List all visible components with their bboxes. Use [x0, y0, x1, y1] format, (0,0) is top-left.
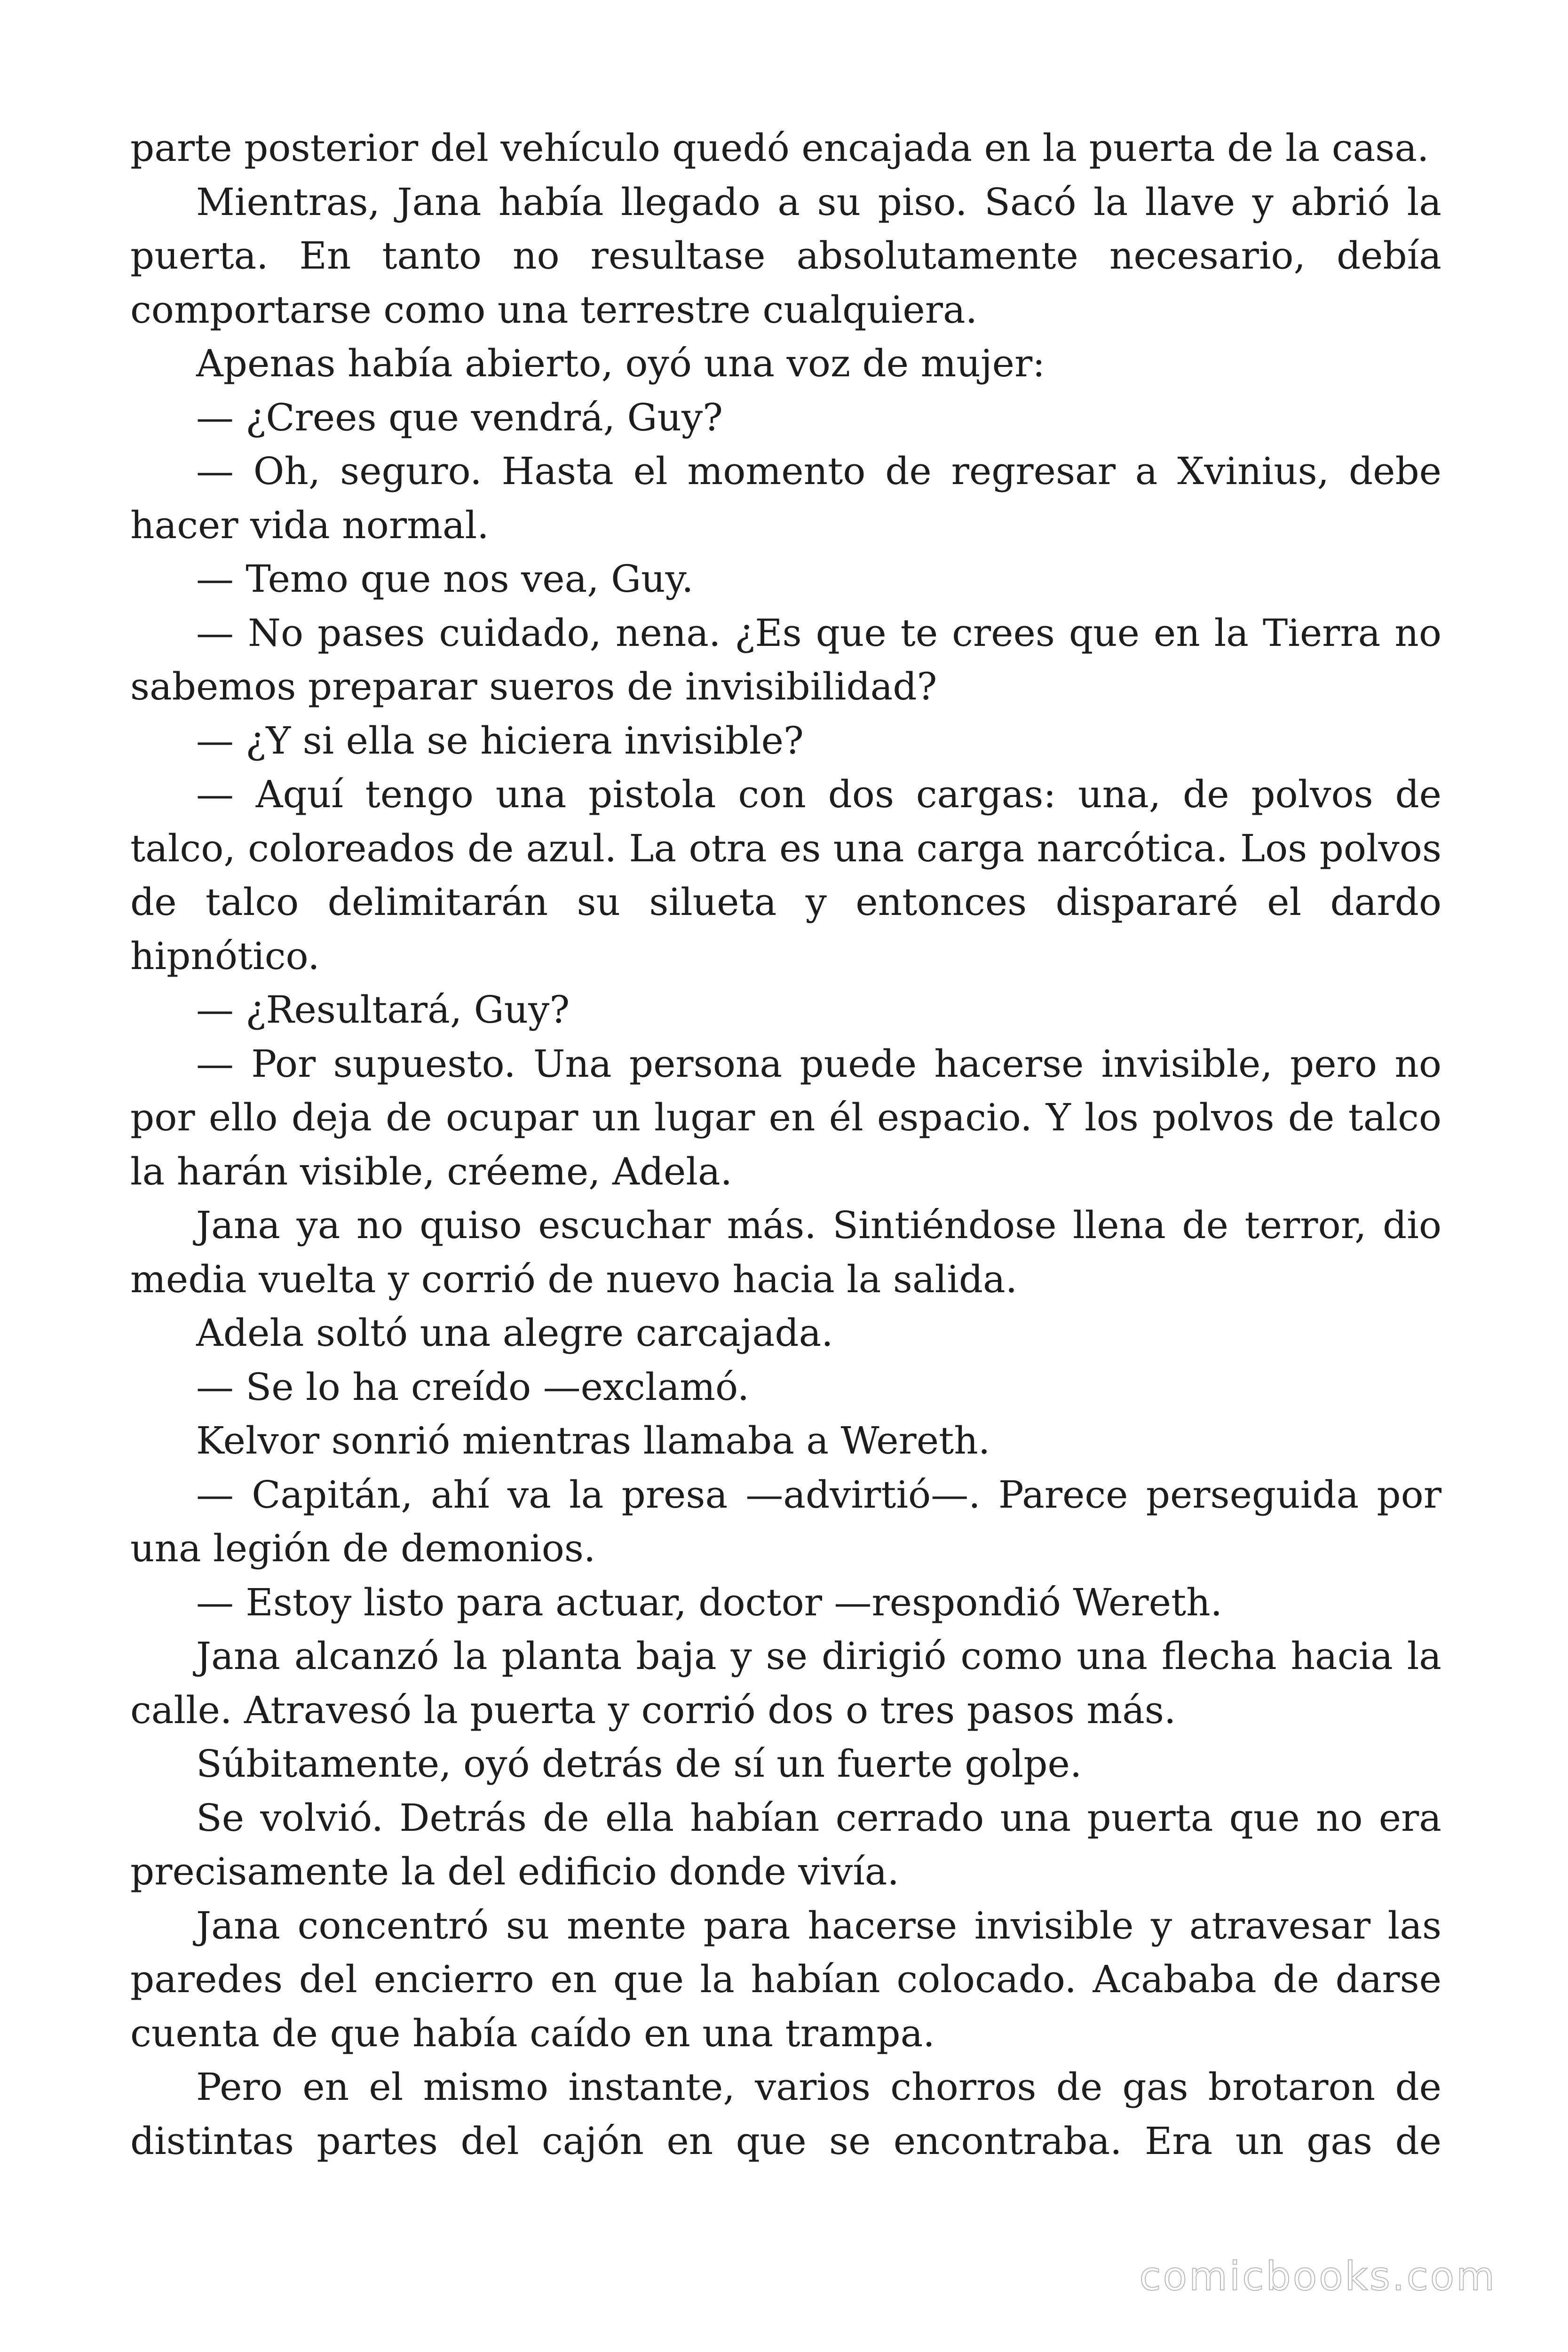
paragraph: Kelvor sonrió mientras llamaba a Wereth. [196, 1419, 990, 1462]
paragraph: Súbitamente, oyó detrás de sí un fuerte golpe. [196, 1742, 1082, 1786]
dialogue-line: — Capitán, ahí va la presa —advirtió—. Parece perseguida por una legión de demonios. [130, 1472, 1441, 1570]
paragraph: Jana alcanzó la planta baja y se dirigió como una flecha hacia la calle. Atravesó la puerta y corrió dos o tres pasos más. [130, 1634, 1441, 1732]
paragraph: Mientras, Jana había llegado a su piso. Sacó la llave y abrió la puerta. En tanto no resultase absolutamente necesario, debía comportarse como una terrestre cualquiera. [130, 180, 1441, 332]
paragraph: Apenas había abierto, oyó una voz de mujer: [196, 342, 1045, 385]
dialogue-line: — Aquí tengo una pistola con dos cargas: una, de polvos de talco, coloreados de azul. La otra es una carga narcótica. Los polvos de talco delimitarán su silueta y entonces dispararé el dardo hipnótico. [130, 772, 1441, 978]
paragraph: Pero en el mismo instante, varios chorros de gas brotaron de distintas partes del cajón en que se encontraba. Era un gas de [130, 2065, 1441, 2163]
dialogue-line: — No pases cuidado, nena. ¿Es que te crees que en la Tierra no sabemos preparar sueros de invisibilidad? [130, 611, 1441, 708]
dialogue-line: — Estoy listo para actuar, doctor —respondió Wereth. [196, 1580, 1223, 1624]
dialogue-line: — ¿Y si ella se hiciera invisible? [196, 718, 804, 763]
book-page-text [130, 121, 1441, 2168]
dialogue-line: — ¿Resultará, Guy? [196, 988, 570, 1032]
dialogue-line: — Se lo ha creído —exclamó. [196, 1365, 750, 1409]
paragraph: Adela soltó una alegre carcajada. [196, 1311, 833, 1355]
dialogue-line: — ¿Crees que vendrá, Guy? [196, 395, 723, 439]
paragraph: Jana ya no quiso escuchar más. Sintiéndose llena de terror, dio media vuelta y corrió de nuevo hacia la salida. [130, 1203, 1441, 1301]
dialogue-line: — Temo que nos vea, Guy. [196, 557, 694, 601]
paragraph: Jana concentró su mente para hacerse invisible y atravesar las paredes del encierro en que la habían colocado. Acababa de darse cuenta de que había caído en una trampa. [130, 1903, 1441, 2055]
paragraph: parte posterior del vehículo quedó encajada en la puerta de la casa. [130, 126, 1429, 170]
watermark: comicbooks.com [1139, 2253, 1497, 2299]
paragraph: Se volvió. Detrás de ella habían cerrado una puerta que no era precisamente la del edificio donde vivía. [130, 1796, 1441, 1893]
dialogue-line: — Oh, seguro. Hasta el momento de regresar a Xvinius, debe hacer vida normal. [130, 449, 1441, 547]
dialogue-line: — Por supuesto. Una persona puede hacerse invisible, pero no por ello deja de ocupar un lugar en él espacio. Y los polvos de talco la harán visible, créeme, Adela. [130, 1041, 1441, 1193]
